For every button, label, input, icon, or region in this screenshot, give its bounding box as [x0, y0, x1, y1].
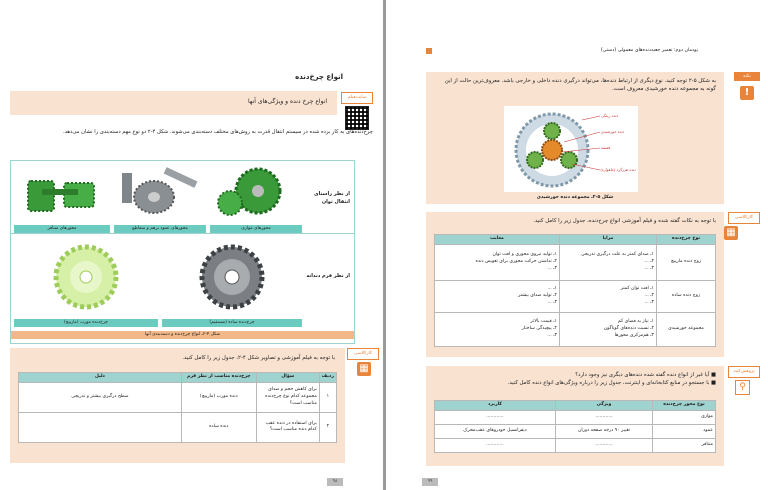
classwork-tag: کارکلاسی	[728, 212, 760, 224]
classwork-box	[10, 348, 345, 463]
caption-parallel: محورهای موازی	[210, 225, 302, 233]
table-row: ۱ برای کاهش حجم و صدای مجموعه کدام نوع چرخ‌دنده مناسب است؟ دنده مورب (مارپیچ) سطح درگیری بیشتر و تدریجی	[19, 382, 337, 412]
label-ring: دنده رینگی	[601, 113, 619, 118]
col-header: ردیف	[319, 373, 336, 383]
magnifier-icon: ⚲	[735, 380, 750, 395]
note-text: به شکل ۵-۲ توجه کنید. نوع دیگری از ارتباط دنده‌ها، می‌تواند درگیری دنده داخلی و خارجی باشد. معروف‌ترین حالت از این گونه به مجموعه دنده خورشیدی معروف است.	[444, 78, 716, 93]
warning-icon: !	[740, 86, 754, 100]
row-label-form: از نظر فرم دندانه	[306, 273, 350, 279]
page-number: ۹۹	[422, 478, 438, 486]
classwork-box	[426, 212, 724, 357]
label-planet: دنده هرزگرد (ماهواره)	[600, 167, 636, 172]
research-box	[426, 366, 724, 466]
caption-helical: چرخ‌دنده مورب (مارپیچ)	[14, 319, 158, 327]
subtitle: انواع چرخ دنده و ویژگی‌های آنها	[248, 98, 327, 105]
intro-text: چرخ‌دنده‌های به کار برده شده در سیستم انتقال قدرت به روش‌های مختلف دسته‌بندی می‌شوند. شکل ۴-۲ دو نوع مهم دسته‌بندی را نشان می‌دهد.	[62, 129, 373, 135]
col-header: نوع چرخ‌دنده	[657, 235, 716, 245]
col-header: چرخ‌دنده مناسب از نظر فرم	[181, 373, 256, 383]
note-tag: نکته	[734, 72, 760, 81]
gear-figure	[10, 160, 355, 344]
figure-caption: شکل ۴-۲ـ انواع چرخ‌دنده و دسته‌بندی آنها	[11, 331, 354, 339]
table-row: ۲ برای استفاده در دنده عقب کدام دنده مناسب است؟ دنده ساده	[19, 412, 337, 442]
research-question: ■ آیا غیر از انواع دنده گفته شده دنده‌های دیگری نیز وجود دارد؟	[575, 372, 716, 378]
table-row: متنافر ............ ............	[435, 438, 716, 452]
table-row: زوج دنده مارپیچ ۱ـ صدای کمتر به علت درگیری تدریجی ۲ـ ... ۳ـ ... ۱ـ تولید نیروی محوری و افت توان ۲ـ نداشتن حرکت محوری برای تعویض دنده ۳ـ ...	[435, 244, 716, 280]
planetary-figure	[504, 106, 638, 192]
grid-icon: ▦	[357, 362, 371, 376]
spur-gear-image	[162, 237, 302, 317]
film-tag: سایت‌فیلم	[341, 92, 373, 104]
table-row: مجموعه خورشیدی ۱ـ نیاز به فضای کم ۲ـ نسبت دنده‌های گوناگون ۳ـ هم‌مرکزی محورها ۱ـ قیمت بالاتر ۲ـ پیچیدگی ساختار ۳ـ ...	[435, 312, 716, 346]
col-header: معایب	[435, 235, 560, 245]
axis-types-table	[434, 400, 716, 453]
planetary-caption: شکل ۵-۲ـ مجموعه دنده خورشیدی	[536, 195, 614, 200]
helical-gear-image	[14, 237, 158, 317]
table-row: موازی ............ ............	[435, 410, 716, 424]
note-box	[426, 72, 724, 204]
classwork-table	[18, 372, 337, 443]
page-number: ۹۸	[327, 478, 343, 486]
bevel-gears-image	[114, 163, 206, 223]
classwork-tag: کارکلاسی	[347, 348, 379, 360]
classwork-task: با توجه به فیلم آموزشی و تصاویر شکل ۴-۲، جدول زیر را کامل کنید.	[182, 355, 335, 361]
caption-nonparallel: محورهای متنافر	[14, 225, 110, 233]
row-label-direction: از نظر راستای انتقال توان	[314, 191, 350, 205]
col-header: نوع محور چرخ‌دنده	[653, 401, 716, 411]
label-sun: دنده خورشیدی	[601, 129, 625, 134]
right-page	[386, 0, 768, 490]
caption-spur: چرخ‌دنده ساده (مستقیم)	[162, 319, 302, 327]
parallel-gears-image	[210, 163, 302, 223]
col-header: دلیل	[19, 373, 182, 383]
col-header: ویژگی	[556, 401, 653, 411]
classwork-task: با توجه به نکات گفته شده و فیلم آموزشی انواع چرخ‌دنده، جدول زیر را کامل کنید.	[533, 218, 716, 224]
header-marker	[426, 48, 432, 54]
crossed-gears-image	[14, 163, 110, 223]
left-page	[0, 0, 383, 490]
grid-icon: ▦	[724, 226, 738, 240]
research-tag: پژوهش‌کنید	[728, 366, 760, 378]
col-header: مزایا	[560, 235, 657, 245]
col-header: کاربرد	[435, 401, 556, 411]
qr-code-icon[interactable]	[345, 106, 369, 130]
caption-perpendicular: محورهای عمود برهم و متقاطع	[114, 225, 206, 233]
gear-types-table	[434, 234, 716, 347]
running-header: پودمان دوم: تعمیر جعبه‌دنده‌های معمولی (دستی)	[600, 48, 698, 53]
research-instruction: ■ با جستجو در منابع کتابخانه‌ای و اینترنت، جدول زیر را درباره ویژگی‌های انواع دنده کامل کنید.	[507, 380, 716, 387]
label-carrier: قفسه	[601, 145, 611, 150]
subtitle-band	[10, 91, 337, 115]
table-row: عمود تغییر ۹۰ درجه صفحه دوران دیفرانسیل خودروهای عقب‌محرک	[435, 424, 716, 438]
col-header: سؤال	[256, 373, 319, 383]
table-row: زوج دنده ساده ۱ـ افت توان کمتر ۲ـ ... ۳ـ ... ۱ـ ... ۲ـ تولید صدای بیشتر ۳ـ ...	[435, 280, 716, 312]
section-title: انواع چرخ‌دنده	[295, 73, 343, 81]
